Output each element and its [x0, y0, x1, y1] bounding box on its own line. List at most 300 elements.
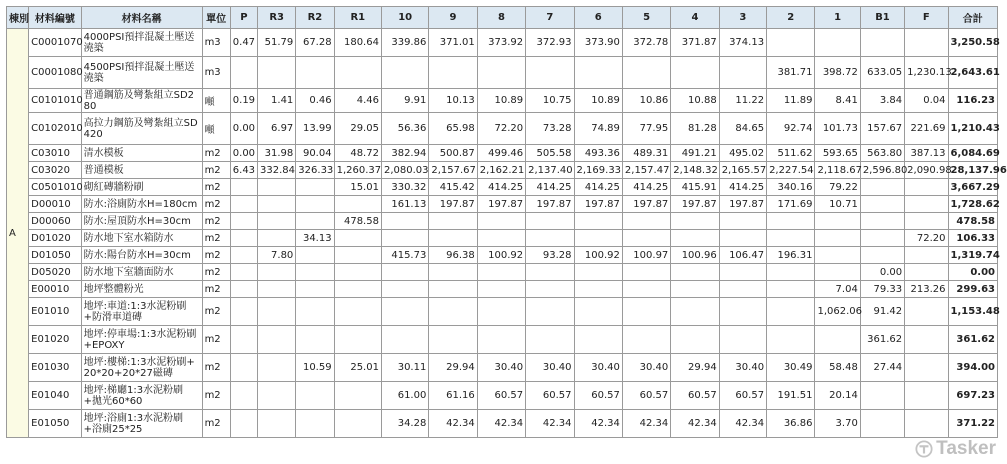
- quantity-cell: [671, 213, 719, 230]
- quantity-cell: 221.69: [905, 113, 948, 145]
- quantity-cell: [719, 230, 766, 247]
- unit-cell: m2: [202, 213, 230, 230]
- quantity-cell: 100.92: [477, 247, 525, 264]
- material-code-cell: D01050: [29, 247, 81, 264]
- quantity-cell: 326.33: [296, 162, 334, 179]
- total-cell: 394.00: [948, 354, 998, 382]
- total-cell: 3,667.29: [948, 179, 998, 196]
- quantity-cell: 2,137.40: [526, 162, 574, 179]
- material-code-cell: C03010: [29, 145, 81, 162]
- quantity-cell: [622, 264, 670, 281]
- quantity-cell: [622, 281, 670, 298]
- quantity-cell: [381, 298, 428, 326]
- table-row: [7, 382, 998, 410]
- quantity-cell: 161.13: [381, 196, 428, 213]
- quantity-cell: 563.80: [860, 145, 904, 162]
- table-row: [7, 326, 998, 354]
- quantity-cell: 2,169.33: [574, 162, 622, 179]
- quantity-cell: 1,230.13: [905, 57, 948, 89]
- quantity-cell: [334, 326, 381, 354]
- quantity-cell: [258, 298, 296, 326]
- column-header[interactable]: 8: [477, 7, 525, 29]
- column-header[interactable]: B1: [860, 7, 904, 29]
- quantity-cell: 489.31: [622, 145, 670, 162]
- column-header[interactable]: 棟別: [7, 7, 29, 29]
- column-header[interactable]: R3: [258, 7, 296, 29]
- quantity-cell: 48.72: [334, 145, 381, 162]
- quantity-cell: [381, 57, 428, 89]
- total-cell: 116.23: [948, 89, 998, 113]
- quantity-cell: 372.78: [622, 29, 670, 57]
- material-name-cell: 清水模板: [81, 145, 202, 162]
- material-code-cell: E01040: [29, 382, 81, 410]
- total-cell: 478.58: [948, 213, 998, 230]
- quantity-cell: [230, 298, 257, 326]
- watermark-text: Tasker: [936, 438, 996, 459]
- quantity-cell: 2,090.98: [905, 162, 948, 179]
- quantity-cell: 30.40: [526, 354, 574, 382]
- quantity-cell: 106.47: [719, 247, 766, 264]
- column-header[interactable]: 7: [526, 7, 574, 29]
- quantity-cell: [258, 281, 296, 298]
- quantity-cell: 1,062.06: [815, 298, 860, 326]
- quantity-cell: 100.92: [574, 247, 622, 264]
- material-name-cell: 防水:陽台防水H=30cm: [81, 247, 202, 264]
- quantity-cell: 499.46: [477, 145, 525, 162]
- total-cell: 299.63: [948, 281, 998, 298]
- quantity-cell: 593.65: [815, 145, 860, 162]
- table-row: [7, 354, 998, 382]
- quantity-cell: 10.86: [622, 89, 670, 113]
- quantity-cell: [622, 57, 670, 89]
- quantity-cell: [622, 326, 670, 354]
- quantity-cell: [905, 179, 948, 196]
- material-code-cell: E01050: [29, 410, 81, 438]
- column-header[interactable]: 合計: [948, 7, 998, 29]
- table-row: [7, 213, 998, 230]
- quantity-cell: [815, 213, 860, 230]
- quantity-cell: 2,227.54: [767, 162, 815, 179]
- total-cell: 28,137.96: [948, 162, 998, 179]
- column-header[interactable]: 5: [622, 7, 670, 29]
- column-header[interactable]: 1: [815, 7, 860, 29]
- quantity-cell: 7.80: [258, 247, 296, 264]
- quantity-cell: 90.04: [296, 145, 334, 162]
- quantity-cell: 197.87: [574, 196, 622, 213]
- column-header[interactable]: F: [905, 7, 948, 29]
- quantity-cell: 10.89: [574, 89, 622, 113]
- quantity-cell: [296, 57, 334, 89]
- quantity-cell: 34.13: [296, 230, 334, 247]
- quantity-cell: 2,157.47: [622, 162, 670, 179]
- quantity-cell: [258, 410, 296, 438]
- quantity-cell: [526, 230, 574, 247]
- quantity-cell: 2,596.80: [860, 162, 904, 179]
- quantity-cell: 58.48: [815, 354, 860, 382]
- quantity-cell: [719, 213, 766, 230]
- quantity-cell: [574, 264, 622, 281]
- quantity-cell: [230, 264, 257, 281]
- quantity-cell: 197.87: [477, 196, 525, 213]
- column-header[interactable]: P: [230, 7, 257, 29]
- quantity-cell: 361.62: [860, 326, 904, 354]
- quantity-cell: 2,118.67: [815, 162, 860, 179]
- quantity-cell: 60.57: [574, 382, 622, 410]
- quantity-cell: 2,148.32: [671, 162, 719, 179]
- quantity-cell: [574, 298, 622, 326]
- quantity-cell: [860, 179, 904, 196]
- material-name-cell: 砌紅磚牆粉刷: [81, 179, 202, 196]
- quantity-cell: 60.57: [671, 382, 719, 410]
- quantity-cell: 197.87: [526, 196, 574, 213]
- quantity-cell: 11.22: [719, 89, 766, 113]
- quantity-cell: [719, 281, 766, 298]
- quantity-cell: [860, 382, 904, 410]
- material-code-cell: D05020: [29, 264, 81, 281]
- quantity-cell: 0.46: [296, 89, 334, 113]
- material-code-cell: D01020: [29, 230, 81, 247]
- quantity-cell: 415.91: [671, 179, 719, 196]
- quantity-cell: 10.59: [296, 354, 334, 382]
- quantity-cell: [230, 281, 257, 298]
- unit-cell: m2: [202, 410, 230, 438]
- material-name-cell: 防水:浴廁防水H=180cm: [81, 196, 202, 213]
- quantity-cell: [526, 326, 574, 354]
- quantity-cell: [429, 57, 477, 89]
- quantity-cell: 65.98: [429, 113, 477, 145]
- quantity-cell: 381.71: [767, 57, 815, 89]
- quantity-cell: 374.13: [719, 29, 766, 57]
- quantity-cell: [905, 247, 948, 264]
- quantity-cell: [574, 57, 622, 89]
- material-name-cell: 地坪:梯廳1:3水泥粉刷+拋光60*60: [81, 382, 202, 410]
- quantity-cell: [477, 230, 525, 247]
- quantity-cell: [905, 410, 948, 438]
- quantity-cell: 15.01: [334, 179, 381, 196]
- total-cell: 1,728.62: [948, 196, 998, 213]
- quantity-cell: [477, 57, 525, 89]
- quantity-cell: [477, 281, 525, 298]
- quantity-cell: 29.05: [334, 113, 381, 145]
- quantity-cell: [230, 230, 257, 247]
- quantity-cell: 10.89: [477, 89, 525, 113]
- tasker-watermark: [915, 438, 996, 460]
- quantity-cell: [258, 213, 296, 230]
- quantity-cell: [671, 264, 719, 281]
- unit-cell: m2: [202, 162, 230, 179]
- column-header[interactable]: R2: [296, 7, 334, 29]
- quantity-cell: 100.96: [671, 247, 719, 264]
- material-code-cell: E01010: [29, 298, 81, 326]
- column-header[interactable]: 4: [671, 7, 719, 29]
- total-cell: 697.23: [948, 382, 998, 410]
- quantity-cell: 414.25: [574, 179, 622, 196]
- quantity-cell: [905, 196, 948, 213]
- quantity-cell: 10.75: [526, 89, 574, 113]
- quantity-cell: 495.02: [719, 145, 766, 162]
- quantity-cell: [230, 382, 257, 410]
- column-header[interactable]: R1: [334, 7, 381, 29]
- quantity-cell: [429, 298, 477, 326]
- column-header[interactable]: 材料編號: [29, 7, 81, 29]
- quantity-cell: [230, 213, 257, 230]
- quantity-table-container: [6, 6, 1007, 438]
- quantity-cell: [526, 264, 574, 281]
- quantity-cell: [477, 213, 525, 230]
- quantity-cell: [230, 57, 257, 89]
- quantity-cell: [574, 326, 622, 354]
- quantity-cell: 415.73: [381, 247, 428, 264]
- quantity-cell: [767, 230, 815, 247]
- quantity-cell: 30.49: [767, 354, 815, 382]
- quantity-cell: 61.00: [381, 382, 428, 410]
- quantity-cell: 56.36: [381, 113, 428, 145]
- quantity-cell: [334, 196, 381, 213]
- table-row: [7, 410, 998, 438]
- material-name-cell: 地坪:停車場:1:3水泥粉刷+EPOXY: [81, 326, 202, 354]
- quantity-cell: 42.34: [574, 410, 622, 438]
- quantity-cell: [296, 281, 334, 298]
- quantity-cell: 157.67: [860, 113, 904, 145]
- quantity-cell: [334, 230, 381, 247]
- quantity-cell: [815, 326, 860, 354]
- quantity-cell: 171.69: [767, 196, 815, 213]
- quantity-cell: [429, 281, 477, 298]
- quantity-cell: [296, 326, 334, 354]
- quantity-cell: 42.34: [671, 410, 719, 438]
- material-code-cell: E01020: [29, 326, 81, 354]
- quantity-cell: 84.65: [719, 113, 766, 145]
- quantity-cell: 2,165.57: [719, 162, 766, 179]
- quantity-cell: 51.79: [258, 29, 296, 57]
- material-name-cell: 防水地下室水箱防水: [81, 230, 202, 247]
- quantity-cell: 13.99: [296, 113, 334, 145]
- quantity-cell: [767, 326, 815, 354]
- quantity-cell: 3.70: [815, 410, 860, 438]
- quantity-cell: 387.13: [905, 145, 948, 162]
- table-row: [7, 162, 998, 179]
- column-header[interactable]: 6: [574, 7, 622, 29]
- quantity-cell: 42.34: [622, 410, 670, 438]
- quantity-cell: [258, 196, 296, 213]
- quantity-cell: 500.87: [429, 145, 477, 162]
- quantity-cell: 0.47: [230, 29, 257, 57]
- quantity-cell: [230, 410, 257, 438]
- quantity-cell: [574, 213, 622, 230]
- quantity-cell: 29.94: [671, 354, 719, 382]
- quantity-cell: [767, 298, 815, 326]
- total-cell: 2,643.61: [948, 57, 998, 89]
- building-cell: A: [7, 29, 29, 438]
- material-name-cell: 地坪:車道:1:3水泥粉刷+防滑車道磚: [81, 298, 202, 326]
- quantity-cell: [381, 230, 428, 247]
- quantity-cell: [526, 213, 574, 230]
- quantity-cell: 10.71: [815, 196, 860, 213]
- column-header[interactable]: 9: [429, 7, 477, 29]
- quantity-cell: 180.64: [334, 29, 381, 57]
- quantity-cell: [860, 196, 904, 213]
- material-code-cell: D00010: [29, 196, 81, 213]
- quantity-cell: [526, 298, 574, 326]
- quantity-cell: 339.86: [381, 29, 428, 57]
- quantity-cell: 373.92: [477, 29, 525, 57]
- quantity-cell: [671, 230, 719, 247]
- quantity-cell: 213.26: [905, 281, 948, 298]
- material-code-cell: C0501010: [29, 179, 81, 196]
- unit-cell: m2: [202, 230, 230, 247]
- quantity-cell: 79.22: [815, 179, 860, 196]
- column-header[interactable]: 3: [719, 7, 766, 29]
- unit-cell: m3: [202, 29, 230, 57]
- quantity-cell: 0.00: [230, 113, 257, 145]
- material-name-cell: 地坪整體粉光: [81, 281, 202, 298]
- quantity-cell: 197.87: [719, 196, 766, 213]
- column-header[interactable]: 2: [767, 7, 815, 29]
- table-row: [7, 230, 998, 247]
- quantity-cell: [296, 298, 334, 326]
- quantity-cell: 414.25: [477, 179, 525, 196]
- quantity-cell: 414.25: [719, 179, 766, 196]
- quantity-cell: 30.11: [381, 354, 428, 382]
- quantity-cell: 8.41: [815, 89, 860, 113]
- quantity-cell: [860, 410, 904, 438]
- quantity-cell: 60.57: [477, 382, 525, 410]
- column-header[interactable]: 材料名稱: [81, 7, 202, 29]
- quantity-cell: [258, 57, 296, 89]
- quantity-cell: 340.16: [767, 179, 815, 196]
- table-header-row: [7, 7, 998, 29]
- total-cell: 1,210.43: [948, 113, 998, 145]
- quantity-cell: [381, 326, 428, 354]
- column-header[interactable]: 10: [381, 7, 428, 29]
- quantity-cell: 96.38: [429, 247, 477, 264]
- quantity-cell: [230, 247, 257, 264]
- quantity-cell: [381, 281, 428, 298]
- material-code-cell: C0102010: [29, 113, 81, 145]
- quantity-cell: 1,260.37: [334, 162, 381, 179]
- quantity-cell: [815, 264, 860, 281]
- quantity-cell: [230, 196, 257, 213]
- quantity-cell: [526, 57, 574, 89]
- quantity-cell: [671, 57, 719, 89]
- material-name-cell: 普通模板: [81, 162, 202, 179]
- total-cell: 361.62: [948, 326, 998, 354]
- quantity-cell: 30.40: [622, 354, 670, 382]
- quantity-cell: [296, 264, 334, 281]
- quantity-cell: [334, 264, 381, 281]
- quantity-cell: [815, 29, 860, 57]
- quantity-cell: 10.13: [429, 89, 477, 113]
- quantity-cell: 25.01: [334, 354, 381, 382]
- quantity-cell: 93.28: [526, 247, 574, 264]
- quantity-cell: [671, 326, 719, 354]
- quantity-cell: [258, 382, 296, 410]
- quantity-cell: [574, 230, 622, 247]
- tasker-logo-icon: [915, 440, 933, 458]
- quantity-cell: 30.40: [719, 354, 766, 382]
- material-code-cell: C0001080: [29, 57, 81, 89]
- quantity-cell: 74.89: [574, 113, 622, 145]
- quantity-cell: [258, 264, 296, 281]
- quantity-cell: [767, 29, 815, 57]
- quantity-cell: 373.90: [574, 29, 622, 57]
- unit-cell: 噸: [202, 113, 230, 145]
- quantity-cell: [574, 281, 622, 298]
- table-row: [7, 247, 998, 264]
- quantity-cell: 191.51: [767, 382, 815, 410]
- quantity-cell: 72.20: [905, 230, 948, 247]
- quantity-cell: 34.28: [381, 410, 428, 438]
- unit-cell: m2: [202, 247, 230, 264]
- quantity-cell: [429, 264, 477, 281]
- table-row: [7, 179, 998, 196]
- quantity-cell: 0.00: [860, 264, 904, 281]
- quantity-cell: [719, 326, 766, 354]
- quantity-cell: 42.34: [477, 410, 525, 438]
- quantity-cell: 100.97: [622, 247, 670, 264]
- quantity-cell: [334, 298, 381, 326]
- total-cell: 106.33: [948, 230, 998, 247]
- quantity-cell: 27.44: [860, 354, 904, 382]
- quantity-cell: 42.34: [526, 410, 574, 438]
- table-row: [7, 57, 998, 89]
- quantity-cell: 398.72: [815, 57, 860, 89]
- quantity-cell: 101.73: [815, 113, 860, 145]
- material-name-cell: 防水地下室牆面防水: [81, 264, 202, 281]
- total-cell: 0.00: [948, 264, 998, 281]
- quantity-cell: [477, 264, 525, 281]
- column-header[interactable]: 單位: [202, 7, 230, 29]
- quantity-cell: [230, 354, 257, 382]
- quantity-cell: 414.25: [622, 179, 670, 196]
- quantity-cell: [815, 230, 860, 247]
- quantity-cell: [334, 382, 381, 410]
- table-row: [7, 196, 998, 213]
- quantity-cell: 31.98: [258, 145, 296, 162]
- quantity-cell: [671, 281, 719, 298]
- quantity-cell: [622, 213, 670, 230]
- quantity-cell: 372.93: [526, 29, 574, 57]
- quantity-cell: 491.21: [671, 145, 719, 162]
- quantity-cell: 2,157.67: [429, 162, 477, 179]
- quantity-cell: 414.25: [526, 179, 574, 196]
- table-row: [7, 298, 998, 326]
- quantity-cell: [296, 179, 334, 196]
- quantity-cell: 81.28: [671, 113, 719, 145]
- quantity-cell: [429, 230, 477, 247]
- quantity-cell: [477, 298, 525, 326]
- quantity-cell: 415.42: [429, 179, 477, 196]
- quantity-cell: 0.00: [230, 145, 257, 162]
- table-row: [7, 281, 998, 298]
- quantity-cell: [296, 410, 334, 438]
- quantity-cell: 42.34: [719, 410, 766, 438]
- quantity-cell: [905, 264, 948, 281]
- quantity-cell: 60.57: [719, 382, 766, 410]
- quantity-cell: 20.14: [815, 382, 860, 410]
- material-name-cell: 地坪:樓梯:1:3水泥粉刷+20*20+20*27磁磚: [81, 354, 202, 382]
- quantity-cell: 11.89: [767, 89, 815, 113]
- quantity-cell: 478.58: [334, 213, 381, 230]
- material-code-cell: E00010: [29, 281, 81, 298]
- quantity-cell: 10.88: [671, 89, 719, 113]
- unit-cell: m2: [202, 264, 230, 281]
- material-name-cell: 4000PSI預拌混凝土壓送澆築: [81, 29, 202, 57]
- table-row: [7, 264, 998, 281]
- quantity-cell: [815, 247, 860, 264]
- quantity-cell: 7.04: [815, 281, 860, 298]
- quantity-cell: 6.43: [230, 162, 257, 179]
